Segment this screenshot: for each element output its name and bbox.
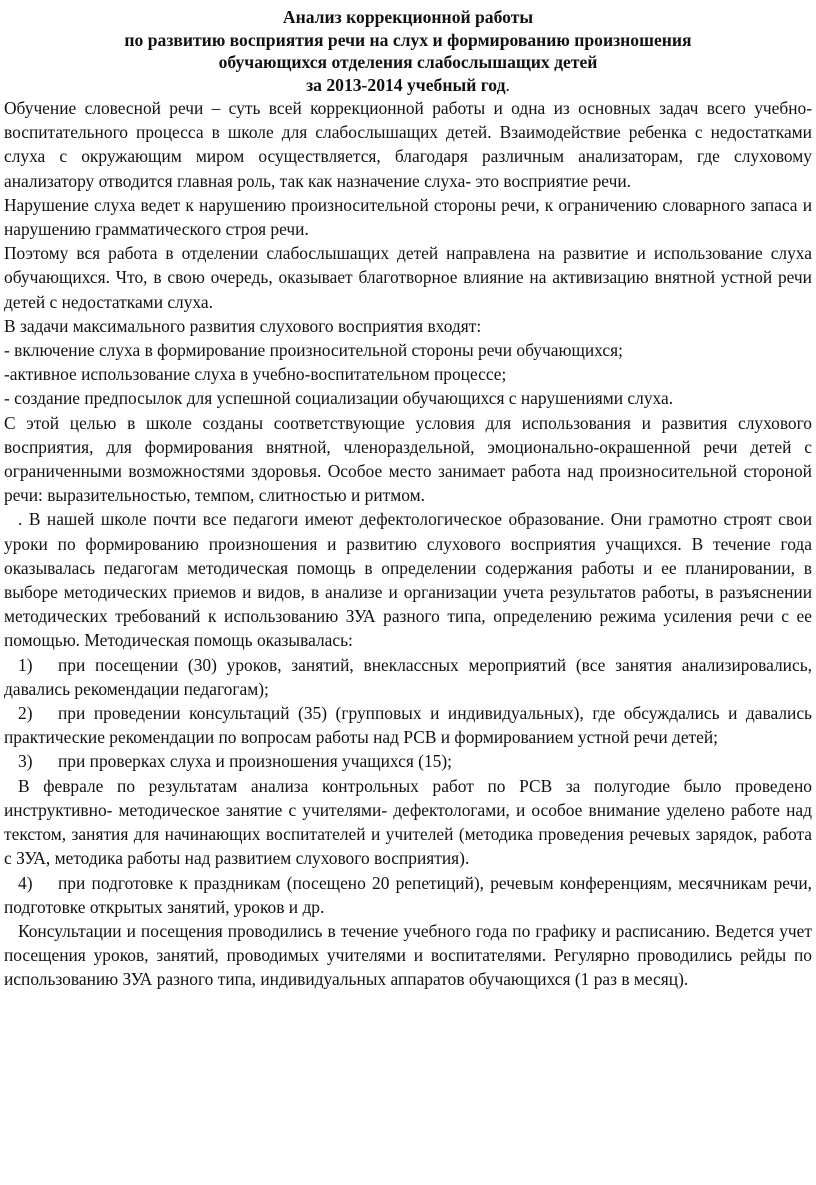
paragraph-2: Нарушение слуха ведет к нарушению произносительной стороны речи, к ограничению словарного запаса и нарушению грамматического строя речи. <box>4 194 812 240</box>
paragraph-10: В феврале по результатам анализа контрольных работ по РСВ за полугодие было проведено инструктивно- методическое занятие с учителями- дефектологами, и особое внимание уделено работе над текстом, занятия для начинающих воспитателей и учителей (методика проведения речевых зарядок, работа с ЗУА, методика работы над развитием слухового восприятия). <box>4 775 812 869</box>
list-dash-1: - включение слуха в формирование произносительной стороны речи обучающихся; <box>4 340 623 361</box>
numbered-item-1 <box>4 653 812 701</box>
item-text: при проверках слуха и произношения учащихся (15); <box>58 751 452 772</box>
title-line-2: по развитию восприятия речи на слух и формированию произношения <box>124 29 692 50</box>
item-number: 3) <box>18 751 33 772</box>
paragraph-8: С этой целью в школе созданы соответствующие условия для использования и развития слухового восприятия, для формирования внятной, членораздельной, эмоционально-окрашенной речи детей с ограниченными возможностями здоровья. Особое место занимает работа над произносительной стороной речи: выразительностью, темпом, слитностью и ритмом. <box>4 412 812 506</box>
list-dash-2: -активное использование слуха в учебно-воспитательном процессе; <box>4 364 507 385</box>
item-text: при посещении (30) уроков, занятий, внеклассных мероприятий (все занятия анализировались, давались рекомендации педагогам); <box>4 654 812 699</box>
numbered-item-3 <box>4 749 812 773</box>
paragraph-11: Консультации и посещения проводились в течение учебного года по графику и расписанию. Ведется учет посещения уроков, занятий, проводимых учителями и воспитателями. Регулярно проводились рейды по использованию ЗУА разного типа, индивидуальных аппаратов обучающихся (1 раз в месяц). <box>4 920 812 990</box>
paragraph-1: Обучение словесной речи – суть всей коррекционной работы и одна из основных задач всего учебно- воспитательного процесса в школе для слабослышащих детей. Взаимодействие ребенка с недостатками слуха с окружающим миром осуществляется, благодаря различным анализаторам, где слуховому анализатору отводится главная роль, так как назначение слуха- это восприятие речи. <box>4 98 812 191</box>
title-line-1: Анализ коррекционной работы <box>282 7 534 27</box>
title-line-3: обучающихся отделения слабослышащих детей <box>218 52 598 72</box>
item-number: 1) <box>18 654 33 675</box>
item-number: 4) <box>18 872 33 893</box>
item-text: при проведении консультаций (35) (групповых и индивидуальных), где обсуждались и давались практические рекомендации по вопросам работы над РСВ и формированием устной речи детей; <box>4 703 812 748</box>
item-number: 2) <box>18 703 33 724</box>
item-text: при подготовке к праздникам (посещено 20 репетиций), речевым конференциям, месячникам речи, подготовке открытых занятий, уроков и др. <box>4 872 812 917</box>
list-dash-3: - создание предпосылок для успешной социализации обучающихся с нарушениями слуха. <box>4 388 674 409</box>
title-period: . <box>505 74 510 95</box>
numbered-item-2 <box>4 701 812 749</box>
title-line-4 <box>4 74 812 97</box>
title-year: за 2013-2014 учебный год <box>306 74 506 95</box>
document-title <box>4 6 812 96</box>
paragraph-3: Поэтому вся работа в отделении слабослышащих детей направлена на развитие и использование слуха обучающихся. Что, в свою очередь, оказывает благотворное влияние на активизацию внятной устной речи детей с недостатками слуха. <box>4 243 812 312</box>
numbered-item-4 <box>4 871 812 919</box>
paragraph-9: . В нашей школе почти все педагоги имеют дефектологическое образование. Они грамотно строят свои уроки по формированию произношения и развитию слухового восприятия учащихся. В течение года оказывалась педагогам методическая помощь в определении содержания работы и ее планировании, в выборе методических приемов и видов, в анализе и организации учета результатов работы, в разъяснении методических требований к использованию ЗУА разного типа, определению режима усиления речи с ее помощью. Методическая помощь оказывалась: <box>4 509 812 651</box>
paragraph-4: В задачи максимального развития слухового восприятия входят: <box>4 315 482 336</box>
